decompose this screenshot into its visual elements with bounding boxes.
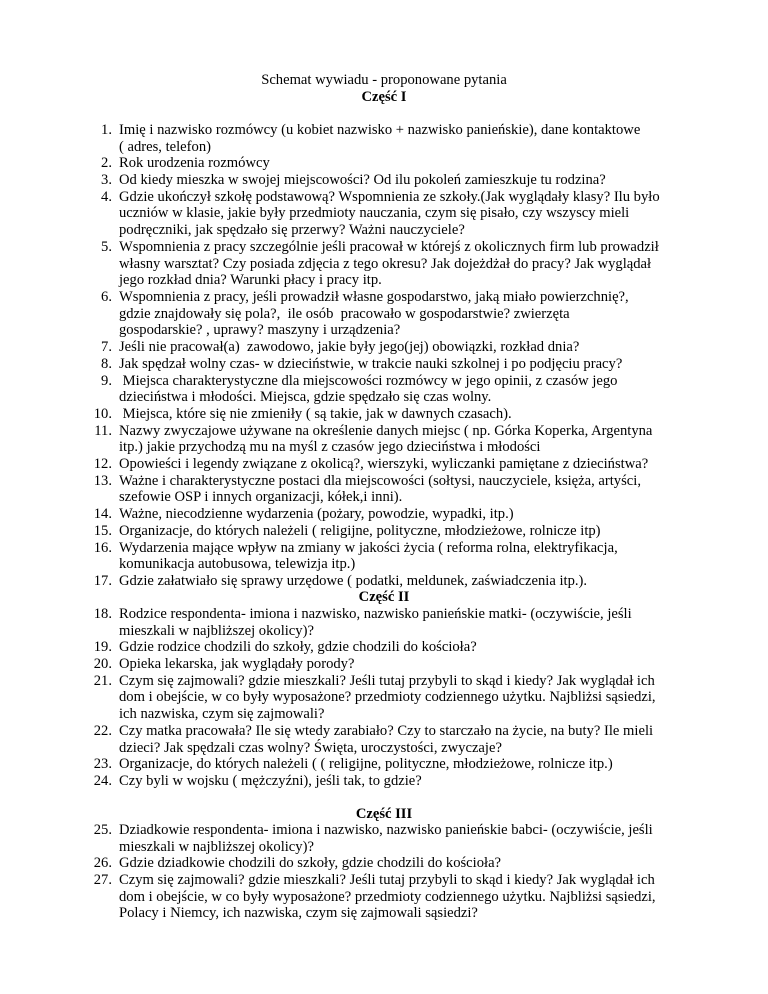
list-item-number: 15. [93, 522, 112, 539]
list-item-number: 23. [93, 756, 112, 773]
list-item [0, 523, 768, 540]
list-item-text-line: Czy byli w wojsku ( mężczyźni), jeśli tak, to gdzie? [119, 773, 422, 789]
list-item-text-line: Opieka lekarska, jak wyglądały porody? [119, 656, 355, 673]
list-item [0, 373, 768, 406]
list-item-text-line: gospodarskie? , uprawy? maszyny i urządzenia? [119, 322, 401, 339]
list-item [0, 189, 768, 239]
list-item-text-line: dom i obejście, w co były wyposażone? przedmioty codziennego użytku. Najbliżsi sąsiedzi, [119, 689, 656, 706]
list-item-text-line: dom i obejście, w co były wyposażone? przedmioty codziennego użytku. Najbliżsi sąsiedzi, [119, 888, 656, 905]
list-item-text-line: Opowieści i legendy związane z okolicą?, wierszyki, wyliczanki pamiętane z dzieciństwa? [119, 456, 649, 472]
list-item [0, 855, 768, 872]
list-item-text-line: uczniów w klasie, jakie były przedmioty nauczania, czym się pisało, czy wszyscy mieli [119, 205, 630, 222]
list-item-number: 21. [93, 672, 112, 689]
list-item [0, 773, 768, 790]
list-item-number: 18. [93, 606, 112, 622]
list-item [0, 122, 768, 155]
list-item [0, 673, 768, 723]
list-item-text-line: Dziadkowie respondenta- imiona i nazwisko, nazwisko panieńskie babci- (oczywiście, jeśli [119, 822, 653, 838]
list-item-number: 6. [101, 289, 112, 305]
list-item-number: 26. [93, 855, 112, 872]
section-heading: Część II [358, 588, 410, 605]
list-item-number: 5. [101, 238, 112, 255]
list-item [0, 573, 768, 590]
list-item-text-line: dzieci? Jak spędzali czas wolny? Święta, uroczystości, zwyczaje? [119, 739, 502, 756]
list-item [0, 639, 768, 656]
list-item-number: 20. [93, 656, 112, 673]
list-item-text-line: Jak spędzał wolny czas- w dzieciństwie, w trakcie nauki szkolnej i po podjęciu pracy? [119, 355, 623, 372]
list-item-text-line: Jeśli nie pracował(a) zawodowo, jakie były jego(jej) obowiązki, rozkład dnia? [119, 339, 580, 356]
list-item-text-line: Ważne i charakterystyczne postaci dla miejscowości (sołtysi, nauczyciele, księża, artyści, [119, 472, 641, 489]
list-item-text-line: Gdzie ukończył szkołę podstawową? Wspomnienia ze szkoły.(Jak wyglądały klasy? Ilu było [119, 188, 660, 205]
list-item-text-line: Od kiedy mieszka w swojej miejscowości? Od ilu pokoleń zamieszkuje tu rodzina? [119, 172, 606, 189]
list-item [0, 406, 768, 423]
list-item-text-line: Czym się zajmowali? gdzie mieszkali? Jeśli tutaj przybyli to skąd i kiedy? Jak wyglądał ich [119, 872, 655, 889]
list-item-number: 19. [93, 639, 112, 656]
list-item-number: 12. [93, 456, 112, 472]
list-item-number: 9. [101, 372, 112, 389]
list-item [0, 356, 768, 373]
list-item [0, 172, 768, 189]
list-item-number: 24. [93, 773, 112, 789]
list-item-number: 2. [101, 155, 112, 172]
list-item-text-line: itp.) jakie przychodzą mu na myśl z czasów jego dzieciństwa i młodości [119, 439, 541, 456]
list-item-number: 25. [93, 822, 112, 838]
list-item [0, 423, 768, 456]
list-item-text-line: Wspomnienia z pracy szczególnie jeśli pracował w którejś z okolicznych firm lub prowadził [119, 238, 659, 255]
list-item-number: 16. [93, 539, 112, 556]
list-item-number: 10. [93, 405, 112, 422]
list-item-text-line: komunikacja autobusowa, telewizja itp.) [119, 556, 356, 573]
list-item-text-line: Polacy i Niemcy, ich nazwiska, czym się zajmowali sąsiedzi? [119, 905, 478, 922]
list-item-text-line: Wspomnienia z pracy, jeśli prowadził własne gospodarstwo, jaką miało powierzchnię?, [119, 289, 629, 305]
list-item-text-line: Miejsca charakterystyczne dla miejscowości rozmówcy w jego opinii, z czasów jego [119, 372, 618, 389]
list-item-text-line: Czy matka pracowała? Ile się wtedy zarabiało? Czy to starczało na życie, na buty? Ile mieli [119, 722, 654, 739]
list-item [0, 456, 768, 473]
list-item-text-line: podręczniki, jak spędzało się przerwy? Ważni nauczyciele? [119, 222, 465, 239]
list-item-number: 14. [93, 506, 112, 523]
list-item-text-line: Nazwy zwyczajowe używane na określenie danych miejsc ( np. Górka Koperka, Argentyna [119, 422, 653, 439]
list-item [0, 822, 768, 855]
list-item-text-line: ich nazwiska, czym się zajmowali? [119, 706, 325, 723]
list-item [0, 872, 768, 922]
list-item-text-line: Imię i nazwisko rozmówcy (u kobiet nazwisko + nazwisko panieńskie), dane kontaktowe [119, 122, 641, 138]
list-item-number: 13. [93, 472, 112, 489]
list-item-number: 8. [101, 355, 112, 372]
list-item [0, 606, 768, 639]
list-item-number: 3. [101, 172, 112, 189]
list-item-text-line: Czym się zajmowali? gdzie mieszkali? Jeśli tutaj przybyli to skąd i kiedy? Jak wyglądał ich [119, 672, 655, 689]
list-item [0, 540, 768, 573]
list-item-text-line: jego rozkład dnia? Warunki płacy i pracy itp. [119, 272, 382, 289]
list-item-text-line: szefowie OSP i innych organizacji, kółek,i inni). [119, 489, 403, 506]
list-item-text-line: Ważne, niecodzienne wydarzenia (pożary, powodzie, wypadki, itp.) [119, 506, 514, 523]
list-item [0, 656, 768, 673]
list-item-number: 11. [94, 422, 112, 439]
list-item-text-line: Gdzie załatwiało się sprawy urzędowe ( podatki, meldunek, zaświadczenia itp.). [119, 572, 588, 589]
section-heading: Część I [361, 88, 407, 105]
list-item-number: 17. [93, 572, 112, 589]
list-item-text-line: gdzie znajdowały się pola?, ile osób pracowało w gospodarstwie? zwierzęta [119, 305, 570, 322]
document-title: Schemat wywiadu - proponowane pytania [261, 72, 507, 88]
list-item [0, 155, 768, 172]
list-item-text-line: dzieciństwa i młodości. Miejsca, gdzie spędzało się czas wolny. [119, 389, 492, 406]
list-item-number: 4. [101, 188, 112, 205]
list-item-text-line: Rodzice respondenta- imiona i nazwisko, nazwisko panieńskie matki- (oczywiście, jeśli [119, 606, 632, 622]
list-item-text-line: mieszkali w najbliższej okolicy)? [119, 622, 314, 639]
list-item-text-line: mieszkali w najbliższej okolicy)? [119, 838, 314, 855]
list-item-number: 7. [101, 339, 112, 356]
list-item-text-line: Gdzie rodzice chodzili do szkoły, gdzie chodzili do kościoła? [119, 639, 477, 656]
list-item [0, 239, 768, 289]
list-item [0, 723, 768, 756]
list-item-text-line: Organizacje, do których należeli ( religijne, polityczne, młodzieżowe, rolnicze itp) [119, 522, 601, 539]
section-heading: Część III [355, 805, 413, 822]
list-item-text-line: Miejsca, które się nie zmieniły ( są takie, jak w dawnych czasach). [119, 405, 512, 422]
list-item-text-line: Rok urodzenia rozmówcy [119, 155, 270, 172]
list-item [0, 473, 768, 506]
list-item [0, 506, 768, 523]
list-item [0, 339, 768, 356]
list-item-number: 27. [93, 872, 112, 889]
list-item-text-line: ( adres, telefon) [119, 138, 211, 155]
list-item-number: 22. [93, 722, 112, 739]
list-item-text-line: Gdzie dziadkowie chodzili do szkoły, gdzie chodzili do kościoła? [119, 855, 502, 872]
list-item-number: 1. [101, 122, 112, 138]
list-item [0, 289, 768, 339]
list-item-text-line: Wydarzenia mające wpływ na zmiany w jakości życia ( reforma rolna, elektryfikacja, [119, 539, 618, 556]
list-item-text-line: własny warsztat? Czy posiada zdjęcia z tego okresu? Jak dojeżdżał do pracy? Jak wyglądał [119, 255, 652, 272]
list-item [0, 756, 768, 773]
list-item-text-line: Organizacje, do których należeli ( ( religijne, polityczne, młodzieżowe, rolnicze itp.) [119, 756, 613, 773]
